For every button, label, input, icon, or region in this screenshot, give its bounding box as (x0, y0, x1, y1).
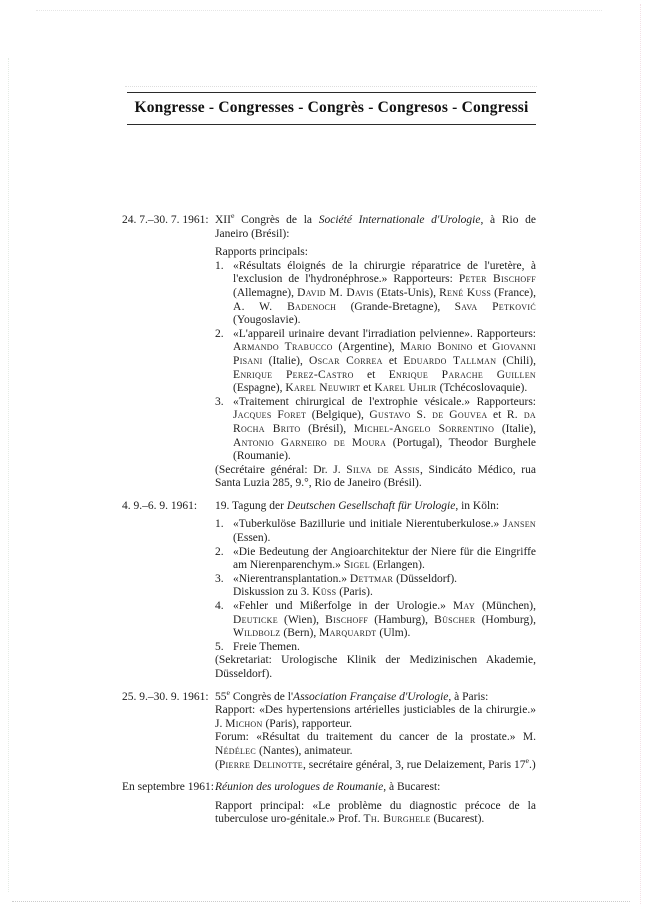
text-segment: Freie Themen. (233, 640, 300, 653)
entry-date: 25. 9.–30. 9. 1961: (122, 690, 209, 703)
text-segment: Giovanni Pisani (233, 341, 537, 367)
text-segment: Mario Bonino (400, 341, 473, 354)
list-item-number: 5. (215, 640, 224, 653)
text-segment: (France), (491, 286, 536, 299)
text-segment: , secrétaire général, 3, rue Delaizement, Paris 17 (302, 758, 526, 771)
text-segment: Oscar Correa (309, 354, 383, 367)
entry-date: 24. 7.–30. 7. 1961: (122, 214, 209, 226)
text-segment: Michon (225, 717, 263, 730)
text-segment: Pierre Delinotte (218, 758, 303, 771)
text-segment: «Nierentransplantation.» (233, 572, 350, 585)
text-segment: Marquardt (319, 627, 377, 640)
text-segment: R. da Rocha Brito (233, 409, 536, 435)
text-segment: (Düsseldorf). (393, 572, 458, 585)
text-segment: , in Köln: (455, 499, 500, 512)
list-item-text (233, 600, 536, 641)
text-segment: (Bern), (280, 627, 320, 640)
text-segment: Bischoff (325, 613, 369, 626)
text-segment: Karel Uhlir (374, 382, 437, 395)
text-segment: ( (215, 758, 219, 771)
text-segment: Deutschen Gesellschaft für Urologie (286, 499, 456, 512)
text-segment: (Homburg), (475, 613, 536, 626)
list-item-number: 2. (215, 327, 224, 340)
text-segment: et (472, 341, 493, 354)
text-segment: et (353, 368, 389, 381)
list-item (215, 600, 536, 641)
text-segment: Congrès de l' (229, 690, 294, 703)
text-segment: (Bucarest). (430, 813, 485, 826)
text-segment: May (452, 600, 475, 613)
text-segment: «Die Bedeutung der Angioarchitektur der Niere für die Eingriffe am Nierenparenchym.» (233, 545, 536, 572)
text-segment: (Sekretariat: Urologische Klinik der Medizinischen Akademie, Düsseldorf). (215, 654, 536, 680)
text-segment: Karel Neuwirt (285, 382, 361, 395)
text-segment: XII (215, 214, 231, 226)
text-segment: (Grande-Bretagne), (336, 300, 455, 313)
text-segment: Rapports principals: (215, 246, 308, 259)
text-segment: Rapport principal: «Le problème du diagnostic précoce de la tuberculose uro-génitale.» Prof. (215, 799, 536, 826)
text-segment: (Tchécoslovaquie). (436, 382, 528, 395)
list-item (215, 573, 536, 600)
text-segment: Antonio Garneiro de Moura (233, 436, 387, 449)
text-segment: (Allemagne), (233, 286, 298, 299)
text-segment: (Essen). (233, 532, 271, 545)
text-segment: 19. Tagung der (215, 499, 287, 512)
text-segment: Jansen (503, 518, 536, 531)
scan-noise-line (640, 4, 641, 904)
text-segment: (Ulm). (376, 627, 411, 640)
text-segment: Silva de Assis (346, 463, 420, 476)
text-segment: (Brésil), (300, 422, 354, 435)
text-segment: Eduardo Tallman (403, 354, 497, 367)
text-segment: Küss (312, 586, 337, 599)
text-segment: Société Internationale d'Urologie (318, 214, 481, 226)
entry-date: En septembre 1961: (122, 781, 214, 794)
entry-paragraph (215, 211, 537, 241)
list-item-number: 3. (215, 572, 224, 585)
list-item-text (233, 260, 536, 328)
entry-content (215, 500, 536, 682)
text-segment: .) (529, 758, 536, 771)
text-segment: et (487, 409, 507, 422)
text-segment: , à Rio de Janeiro (Brésil): (215, 214, 537, 240)
congress-header (127, 92, 536, 125)
text-segment: «L'appareil urinaire devant l'irradiation pelvienne». Rapporteurs: (233, 327, 536, 340)
entry-paragraph (215, 731, 536, 758)
text-segment: Büscher (434, 613, 476, 626)
entries (122, 211, 537, 836)
text-segment: , à Bucarest: (383, 781, 441, 794)
text-segment: Réunion des urologues de Roumanie (215, 781, 384, 794)
list-item (215, 641, 536, 655)
text-segment: (Yougoslavie). (233, 314, 301, 327)
text-segment: et (382, 354, 404, 367)
text-segment: (Espagne), (233, 382, 286, 395)
text-segment: (München), (474, 600, 537, 613)
text-segment: Nédélec (215, 744, 257, 757)
text-segment: e (525, 755, 530, 765)
list-item (215, 328, 536, 396)
text-segment: (Italie), (494, 422, 536, 435)
text-segment: et (360, 382, 375, 395)
text-segment: Wildbolz (233, 627, 281, 640)
text-segment: Michel-Angelo Sorrentino (353, 422, 495, 435)
text-segment: (Argentine), (332, 341, 401, 354)
text-segment: A. W. Badenoch (233, 300, 337, 313)
entry-paragraph (215, 687, 536, 705)
text-segment: Diskussion zu 3. (233, 586, 313, 599)
entry-content (215, 687, 536, 773)
text-segment: (Italie), (262, 354, 309, 367)
list-item (215, 546, 536, 573)
text-segment: (Erlangen). (369, 559, 425, 572)
list-item-text (233, 396, 536, 464)
text-segment: (Belgique), (306, 409, 370, 422)
entry-paragraph (215, 464, 536, 491)
text-segment: Rapport: «Des hypertensions artérielles justiciables de la chirurgie.» J. (215, 704, 536, 730)
text-segment: (Hamburg), (368, 613, 435, 626)
list-item (215, 260, 536, 328)
text-segment: (Chili), (496, 354, 536, 367)
text-segment: Armando Trabucco (233, 341, 333, 354)
text-segment: «Tuberkulöse Bazillurie und initiale Nierentuberkulose.» (233, 518, 504, 531)
scan-noise-line (12, 901, 630, 902)
list-item-text (233, 328, 536, 396)
list-item-text (233, 573, 536, 600)
list-item (215, 518, 536, 545)
entry-paragraph (215, 755, 536, 773)
entry-content (215, 781, 536, 827)
list-item-number: 3. (215, 395, 224, 408)
text-segment: (Nantes), animateur. (256, 744, 353, 757)
text-segment: Forum: «Résultat du traitement du cancer de la prostate.» M. (215, 731, 536, 744)
list-item-number: 1. (215, 518, 224, 531)
text-segment: , à Paris: (448, 690, 489, 703)
text-segment: (Portugal), Theodor Burghele (Roumanie). (233, 436, 536, 463)
text-segment: Enrique Perez-Castro (233, 368, 354, 381)
congress-entry (122, 500, 536, 682)
scan-noise-line (8, 58, 9, 892)
text-segment: «Traitement chirurgical de l'extrophie vésicale.» Rapporteurs: (233, 395, 536, 408)
list-item-number: 2. (215, 545, 224, 558)
scan-noise-line (36, 10, 602, 11)
text-segment: Jacques Foret (233, 409, 307, 422)
entry-paragraph (215, 781, 536, 795)
list-item-text (233, 641, 536, 655)
text-segment: (Paris). (336, 586, 373, 599)
scan-noise-line (125, 86, 537, 87)
text-segment: 55 (215, 690, 227, 703)
text-segment: (Wien), (277, 613, 326, 626)
list-item-text (233, 518, 536, 545)
text-segment: (Paris), rapporteur. (262, 717, 353, 730)
text-segment: Th. Burghele (363, 813, 431, 826)
text-segment: Dettmar (349, 572, 394, 585)
list-item-number: 1. (215, 259, 224, 272)
congress-entry (122, 781, 536, 827)
text-segment: (Etats-Unis), (373, 286, 440, 299)
text-segment: e (226, 687, 230, 697)
congress-entry (122, 687, 536, 773)
text-segment: Enrique Parache Guillen (388, 368, 536, 381)
text-segment: Congrès de la (234, 214, 319, 226)
entry-date: 4. 9.–6. 9. 1961: (122, 499, 198, 512)
entry-paragraph (215, 500, 536, 514)
text-segment: René Kuss (439, 286, 492, 299)
list-item (215, 396, 536, 464)
entry-paragraph (215, 800, 536, 827)
entry-paragraph (215, 246, 536, 260)
entry-paragraph (215, 654, 536, 681)
text-segment: Deuticke (233, 613, 278, 626)
text-segment: Peter Bischoff (458, 273, 536, 286)
text-segment: David M. Davis (297, 286, 374, 299)
list-item-text (233, 546, 536, 573)
text-segment: Sigel (343, 559, 370, 572)
text-segment: Sava Petković (454, 300, 536, 313)
congress-entry (122, 211, 537, 491)
text-segment: «Résultats éloignés de la chirurgie réparatrice de l'uretère, à l'exclusion de l'hydronéphrose.» Rapporteurs: (233, 259, 536, 286)
text-segment: «Fehler und Mißerfolge in der Urologie.» (233, 600, 453, 613)
page-title: Kongresse - Congresses - Congrès - Congresos - Congressi (134, 99, 529, 116)
text-segment: Gustavo S. de Gouvea (369, 409, 488, 422)
text-segment: (Secrétaire général: Dr. J. (215, 463, 347, 476)
text-segment: , Sindicáto Médico, rua Santa Luzia 285, 9.°, Rio de Janeiro (Brésil). (215, 463, 536, 490)
text-segment: Association Française d'Urologie (293, 690, 449, 703)
entry-paragraph (215, 704, 536, 731)
list-item-number: 4. (215, 600, 224, 613)
text-segment: e (230, 211, 235, 221)
entry-content (215, 211, 537, 491)
